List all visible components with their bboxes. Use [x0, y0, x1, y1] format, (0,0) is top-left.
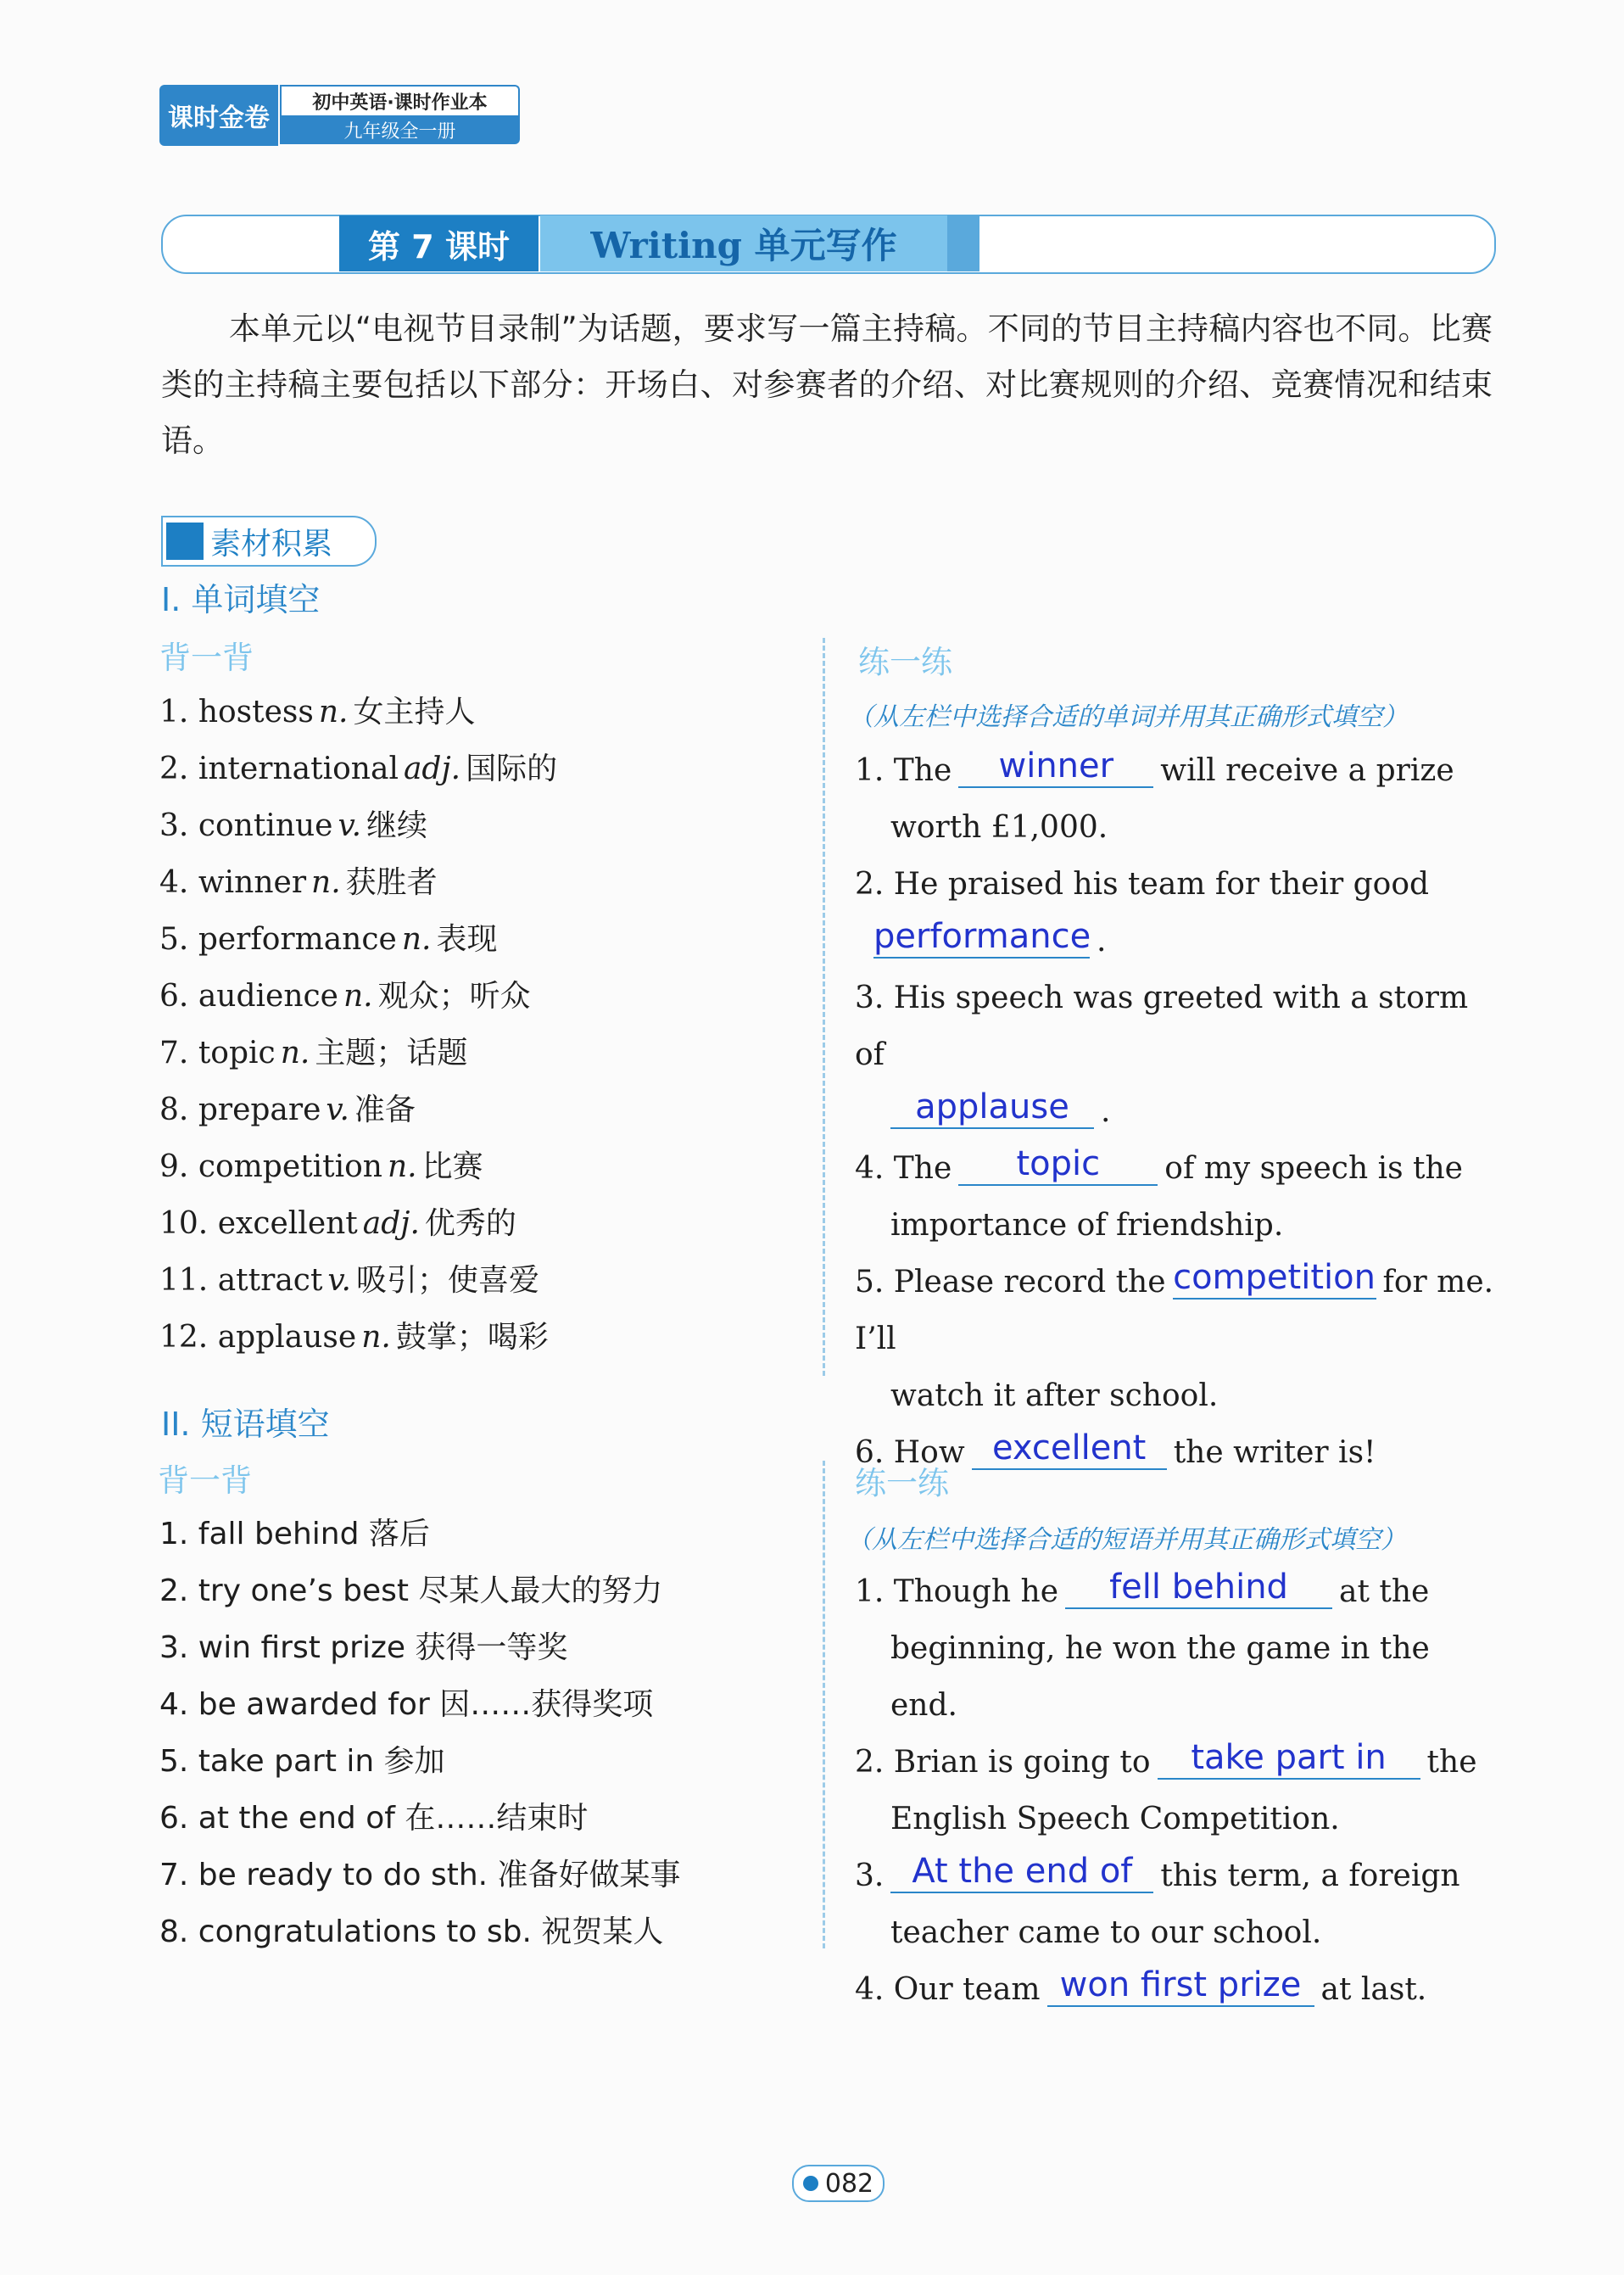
word-list	[159, 684, 557, 1366]
part1-instruction: （从左栏中选择合适的单词并用其正确形式填空）	[848, 702, 1408, 732]
page-dot-icon	[803, 2176, 818, 2191]
list-item: 8. congratulations to sb. 祝贺某人	[159, 1914, 664, 1949]
list-item: 5. take part in 参加	[159, 1744, 445, 1779]
brand-badge	[159, 85, 520, 146]
exercise-item: teacher came to our school.	[890, 1915, 1322, 1950]
answer-blank[interactable]: topic	[958, 1143, 1158, 1186]
list-item: 4. winner n. 获胜者	[159, 865, 438, 900]
list-item: 7. topic n. 主题；话题	[159, 1036, 468, 1070]
lesson-number: 第 7 课时	[339, 215, 539, 271]
answer-blank[interactable]: competition	[1173, 1257, 1376, 1300]
list-item: 5. performance n. 表现	[159, 922, 498, 957]
exercise-item: English Speech Competition.	[890, 1802, 1340, 1836]
exercise-item: 4. The topic of my speech is the	[855, 1144, 1463, 1186]
exercise-item: 1. Though he fell behind at the	[855, 1568, 1430, 1609]
brand-logo-text: 课时金卷	[168, 103, 270, 133]
answer-blank[interactable]: applause	[890, 1087, 1094, 1129]
list-item: 11. attract v. 吸引；使喜爱	[159, 1263, 539, 1298]
part1-divider	[823, 638, 825, 1376]
list-item: 3. continue v. 继续	[159, 808, 428, 843]
page-number-text: 082	[824, 2168, 874, 2199]
list-item: 4. be awarded for 因……获得奖项	[159, 1687, 654, 1722]
brand-logo	[159, 85, 278, 146]
series-title: 初中英语·课时作业本	[280, 85, 520, 115]
part2-divider	[823, 1461, 825, 1948]
lesson-title: Writing 单元写作	[540, 215, 947, 271]
section-heading	[161, 516, 377, 567]
brand-info	[280, 85, 520, 146]
exercise-item: performance .	[873, 917, 1107, 959]
exercise-item: 5. Please record the competition for me. I’ll	[855, 1258, 1494, 1356]
list-item: 7. be ready to do sth. 准备好做某事	[159, 1858, 681, 1892]
answer-blank[interactable]: At the end of	[890, 1851, 1153, 1893]
answer-blank[interactable]: excellent	[972, 1428, 1167, 1470]
list-item: 2. try one’s best 尽某人最大的努力	[159, 1573, 663, 1608]
exercise-item: 3. At the end of this term, a foreign	[855, 1852, 1460, 1893]
answer-blank[interactable]: winner	[958, 746, 1153, 788]
part2-right-head: 练一练	[855, 1465, 949, 1501]
part1-title: I. 单词填空	[161, 581, 321, 618]
part2-left-head: 背一背	[158, 1462, 252, 1499]
answer-blank[interactable]: won first prize	[1047, 1965, 1314, 2007]
part2-title: II. 短语填空	[161, 1406, 330, 1443]
word-exercises	[855, 742, 1499, 1481]
exercise-item: 2. Brian is going to take part in the	[855, 1738, 1477, 1780]
list-item: 12. applause n. 鼓掌；喝彩	[159, 1320, 549, 1355]
phrase-exercises	[855, 1563, 1499, 2018]
exercise-item: applause .	[855, 1083, 1499, 1140]
list-item: 6. at the end of 在……结束时	[159, 1801, 589, 1836]
exercise-item: 6. How excellent the writer is!	[855, 1428, 1376, 1470]
list-item: 6. audience n. 观众；听众	[159, 979, 531, 1014]
lesson-bar-accent	[947, 215, 979, 271]
list-item: 9. competition n. 比赛	[159, 1149, 483, 1184]
list-item: 10. excellent adj. 优秀的	[159, 1206, 516, 1241]
list-item: 3. win first prize 获得一等奖	[159, 1630, 568, 1665]
exercise-item: importance of friendship.	[890, 1208, 1284, 1243]
list-item: 8. prepare v. 准备	[159, 1093, 416, 1127]
answer-blank[interactable]: fell behind	[1065, 1567, 1332, 1609]
list-item: 1. fall behind 落后	[159, 1517, 430, 1551]
part1-right-head: 练一练	[858, 644, 952, 680]
exercise-item: watch it after school.	[890, 1378, 1219, 1413]
part1-left-head: 背一背	[159, 640, 254, 676]
list-item: 1. hostess n. 女主持人	[159, 695, 476, 729]
answer-blank[interactable]: performance	[873, 916, 1090, 959]
phrase-list	[159, 1506, 681, 1960]
section-heading-text: 素材积累	[210, 526, 333, 562]
exercise-item: 2. He praised his team for their good	[855, 867, 1430, 902]
answer-blank[interactable]: take part in	[1158, 1737, 1420, 1780]
exercise-item: worth £1,000.	[890, 810, 1108, 845]
exercise-item: 4. Our team won first prize at last.	[855, 1965, 1427, 2007]
list-item: 2. international adj. 国际的	[159, 752, 558, 786]
exercise-item: beginning, he won the game in the end.	[890, 1631, 1430, 1723]
section-square-icon	[166, 523, 204, 560]
page-number	[792, 2165, 885, 2202]
grade-label: 九年级全一册	[280, 115, 520, 144]
exercise-item: 3. His speech was greeted with a storm of	[855, 981, 1469, 1072]
intro-paragraph: 本单元以“电视节目录制”为话题，要求写一篇主持稿。不同的节目主持稿内容也不同。比赛类的主持稿主要包括以下部分：开场白、对参赛者的介绍、对比赛规则的介绍、竞赛情况和结束语。	[161, 310, 1493, 459]
part2-instruction: （从左栏中选择合适的短语并用其正确形式填空）	[846, 1525, 1406, 1555]
exercise-item: 1. The winner will receive a prize	[855, 746, 1454, 788]
